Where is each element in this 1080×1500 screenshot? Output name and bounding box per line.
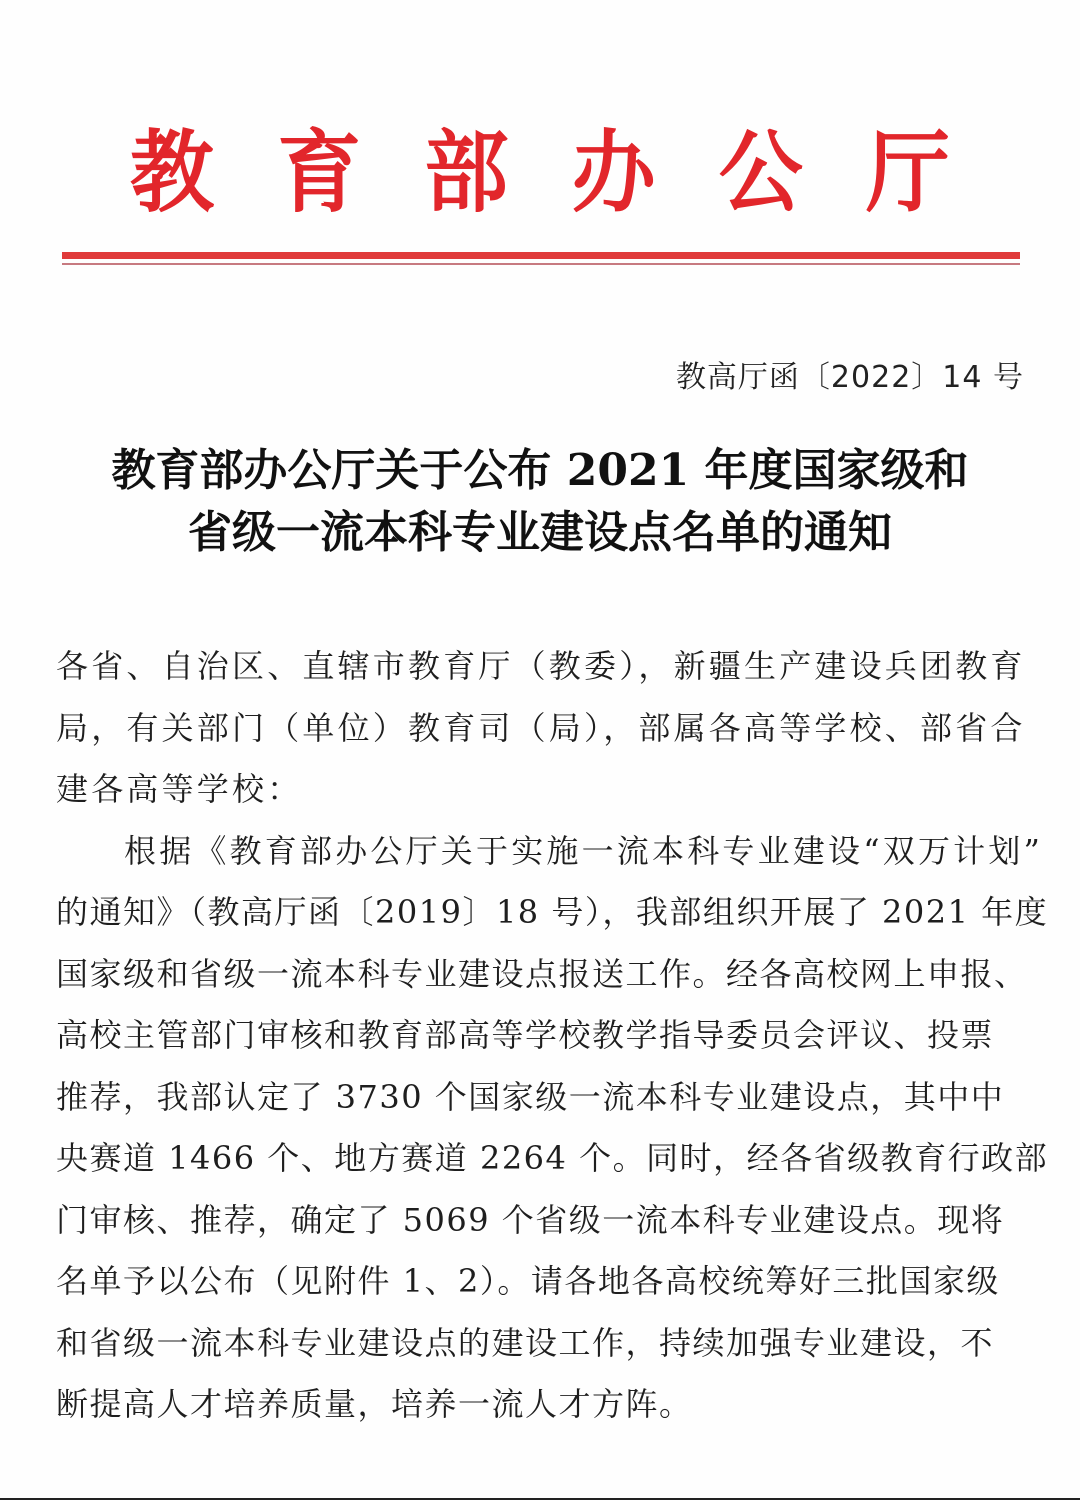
red-divider-thin bbox=[62, 263, 1020, 265]
paragraph-line: 断提高人才培养质量，培养一流人才方阵。 bbox=[56, 1385, 693, 1423]
issuer-masthead bbox=[60, 118, 1020, 228]
paragraph-line: 和省级一流本科专业建设点的建设工作，持续加强专业建设，不 bbox=[56, 1323, 995, 1362]
paragraph-line: 高校主管部门审核和教育部高等学校教学指导委员会评议、投票 bbox=[56, 1016, 995, 1054]
masthead-char: 教 bbox=[130, 120, 215, 225]
red-divider-thick bbox=[62, 252, 1020, 259]
document-body bbox=[56, 636, 1049, 1436]
salutation-line: 建各高等学校： bbox=[56, 770, 303, 808]
title-line: 教育部办公厅关于公布 2021 年度国家级和 bbox=[111, 445, 969, 496]
salutation bbox=[56, 636, 1026, 821]
main-paragraph bbox=[56, 821, 1049, 1436]
document-number: 教高厅函〔2022〕14 号 bbox=[675, 360, 1024, 395]
masthead-char: 办 bbox=[571, 120, 656, 225]
paragraph-line: 根据《教育部办公厅关于实施一流本科专业建设“双万计划” bbox=[124, 831, 1044, 870]
paragraph-line: 推荐，我部认定了 3730 个国家级一流本科专业建设点，其中中 bbox=[56, 1077, 1005, 1116]
document-title bbox=[0, 440, 1080, 564]
paragraph-line: 国家级和省级一流本科专业建设点报送工作。经各高校网上申报、 bbox=[56, 954, 1028, 993]
salutation-line: 各省、自治区、直辖市教育厅（教委），新疆生产建设兵团教育 bbox=[56, 647, 1026, 685]
paragraph-line: 名单予以公布（见附件 1、2）。请各地各高校统筹好三批国家级 bbox=[56, 1262, 1000, 1300]
paragraph-line: 的通知》（教高厅函〔2019〕18 号），我部组织开展了 2021 年度 bbox=[56, 893, 1049, 931]
masthead-char: 部 bbox=[424, 120, 509, 225]
title-line: 省级一流本科专业建设点名单的通知 bbox=[188, 507, 892, 558]
masthead-char: 厅 bbox=[865, 120, 950, 225]
masthead-char: 公 bbox=[718, 120, 803, 225]
salutation-line: 局，有关部门（单位）教育司（局），部属各高等学校、部省合 bbox=[56, 708, 1026, 747]
paragraph-line: 门审核、推荐，确定了 5069 个省级一流本科专业建设点。现将 bbox=[56, 1200, 1005, 1239]
paragraph-line: 央赛道 1466 个、地方赛道 2264 个。同时，经各省级教育行政部 bbox=[56, 1139, 1049, 1177]
masthead-char: 育 bbox=[277, 120, 362, 225]
